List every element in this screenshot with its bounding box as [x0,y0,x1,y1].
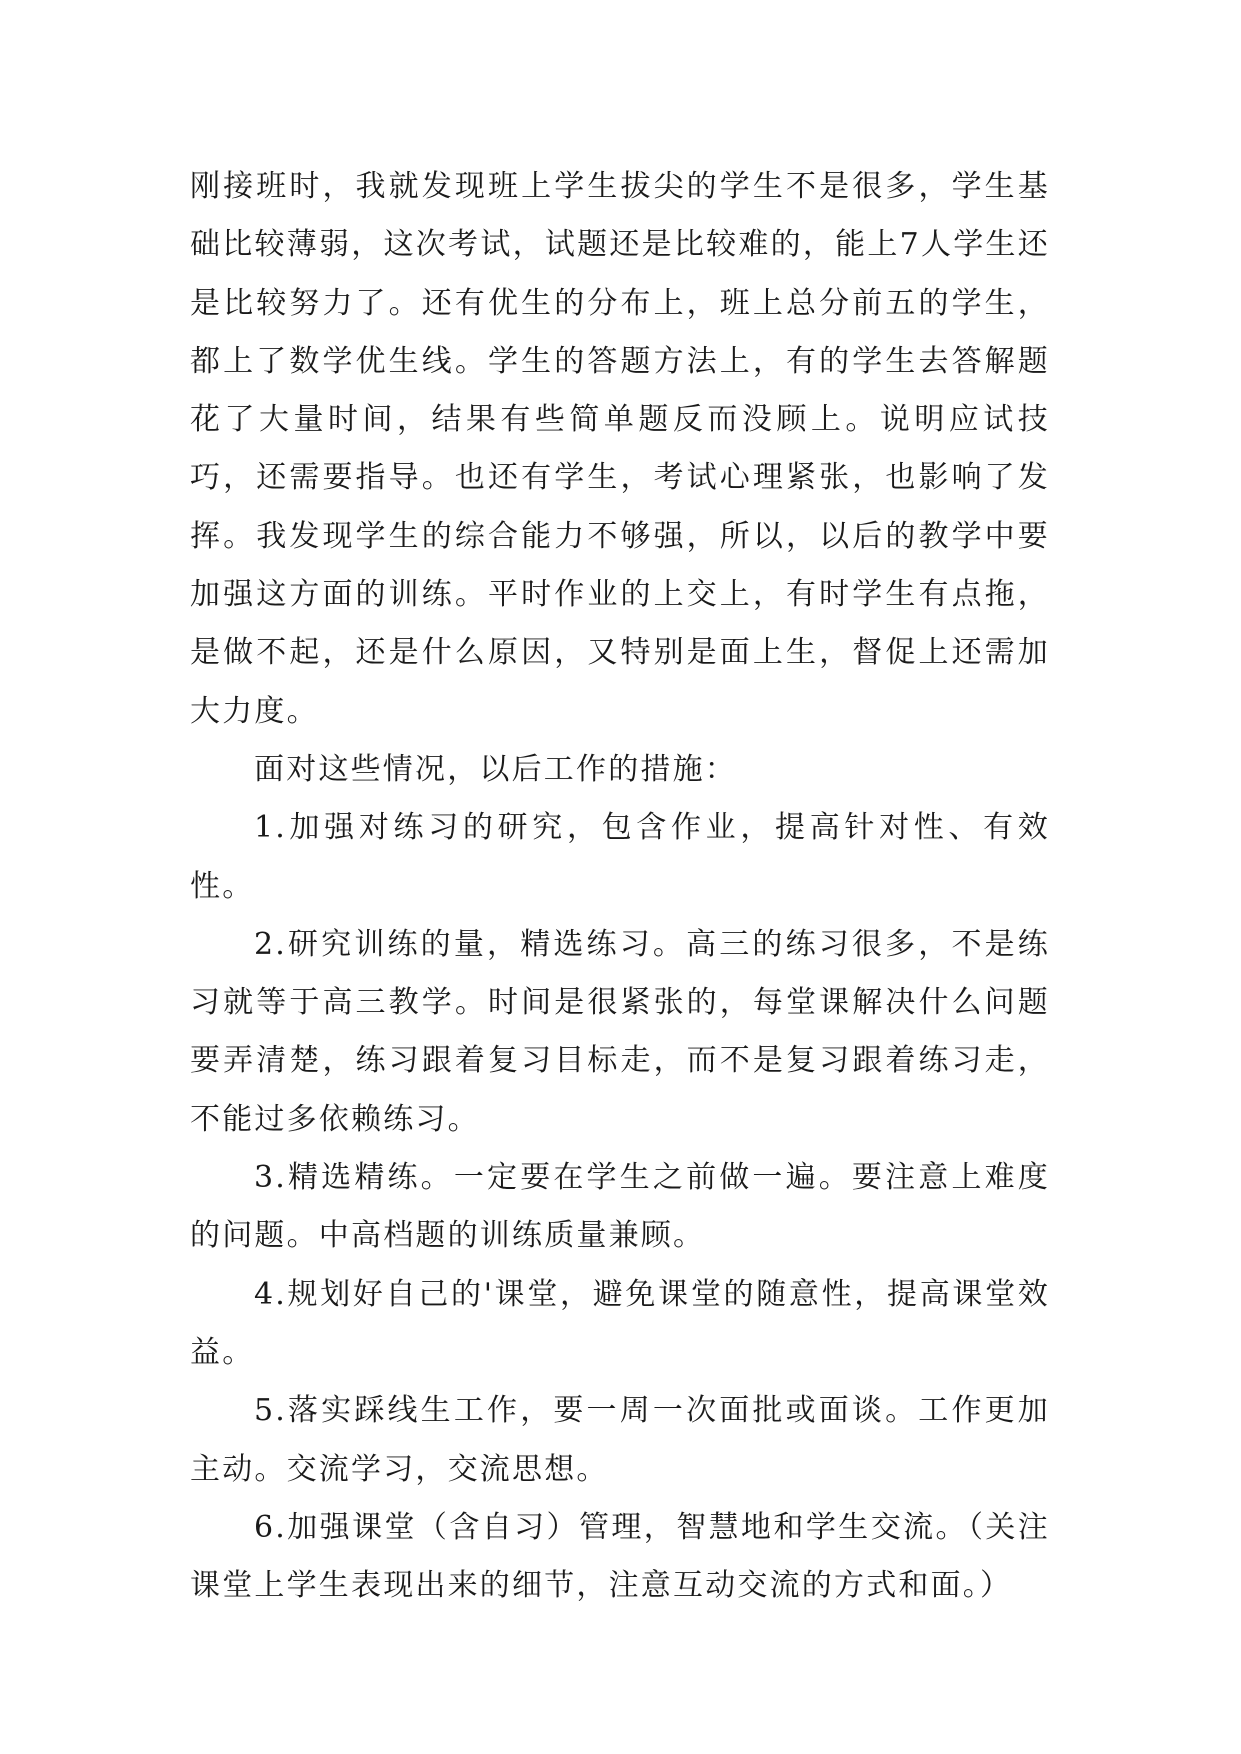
paragraph-measures-intro: 面对这些情况，以后工作的措施： [254,751,737,787]
paragraph-measure-2: 2.研究训练的量，精选练习。高三的练习很多，不是练习就等于高三教学。时间是很紧张的，每堂课解决什么问题要弄清楚，练习跟着复习目标走，而不是复习跟着练习走，不能过多依赖练习。 [190,926,1050,1137]
paragraph-measure-6: 6.加强课堂（含自习）管理，智慧地和学生交流。（关注课堂上学生表现出来的细节，注意互动交流的方式和面。） [190,1509,1050,1604]
paragraph-class-analysis: 刚接班时，我就发现班上学生拔尖的学生不是很多，学生基础比较薄弱，这次考试，试题还是比较难的，能上7人学生还是比较努力了。还有优生的分布上，班上总分前五的学生，都上了数学优生线。学生的答题方法上，有的学生去答解题花了大量时间，结果有些简单题反而没顾上。说明应试技巧，还需要指导。也还有学生，考试心理紧张，也影响了发挥。我发现学生的综合能力不够强，所以，以后的教学中要加强这方面的训练。平时作业的上交上，有时学生有点拖，是做不起，还是什么原因，又特别是面上生，督促上还需加大力度。 [190,169,1050,729]
document-body [190,158,1050,1615]
paragraph-measure-3: 3.精选精练。一定要在学生之前做一遍。要注意上难度的问题。中高档题的训练质量兼顾。 [190,1160,1050,1254]
paragraph-measure-1: 1.加强对练习的研究，包含作业，提高针对性、有效性。 [190,810,1050,904]
paragraph-measure-5: 5.落实踩线生工作，要一周一次面批或面谈。工作更加主动。交流学习，交流思想。 [190,1393,1050,1487]
paragraph-measure-4: 4.规划好自己的'课堂，避免课堂的随意性，提高课堂效益。 [190,1276,1050,1370]
